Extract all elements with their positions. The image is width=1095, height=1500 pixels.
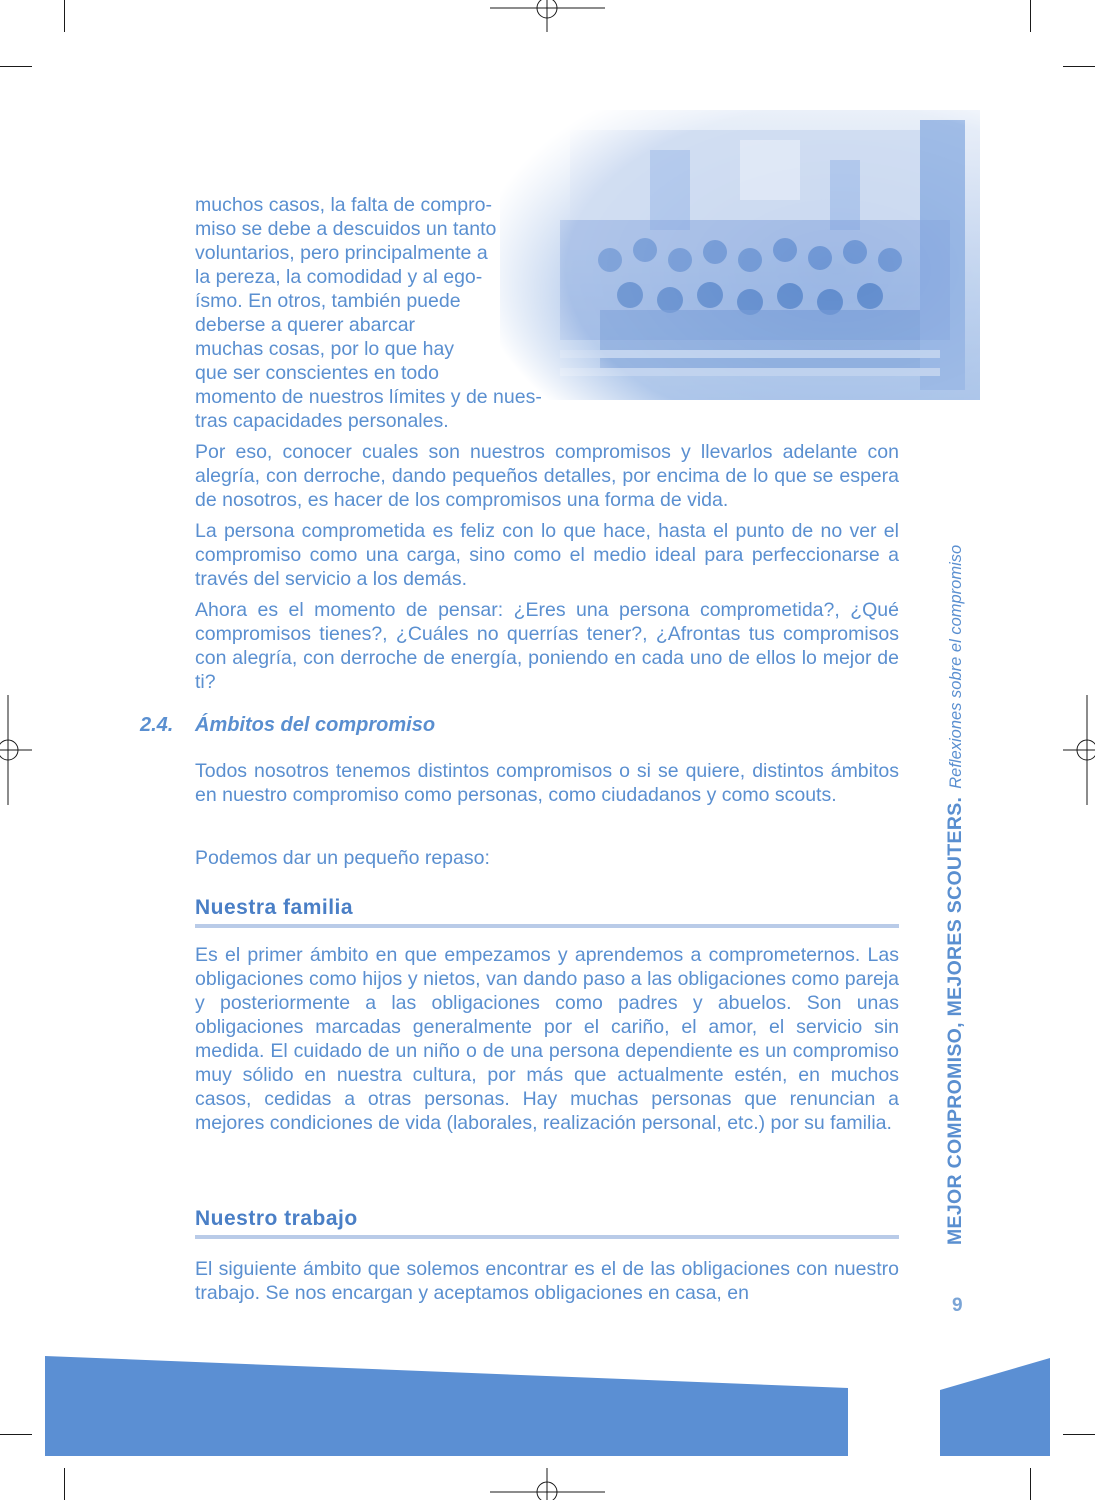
intro-line: muchas cosas, por lo que hay bbox=[195, 338, 455, 360]
intro-line: que ser conscientes en todo bbox=[195, 362, 439, 384]
section-paragraph bbox=[195, 846, 899, 870]
page-number: 9 bbox=[952, 1295, 963, 1316]
footer-band bbox=[0, 1350, 1095, 1460]
side-title-italic: Reflexiones sobre el compromiso bbox=[947, 544, 965, 789]
registration-mark-left bbox=[0, 695, 34, 805]
body-paragraph bbox=[195, 440, 899, 512]
intro-line: deberse a querer abarcar bbox=[195, 314, 416, 336]
crop-mark bbox=[0, 66, 32, 67]
intro-line: tras capacidades personales. bbox=[195, 410, 449, 432]
familia-paragraph bbox=[195, 943, 899, 1135]
intro-line: ísmo. En otros, también puede bbox=[195, 290, 461, 312]
subheading-familia: Nuestra familia bbox=[195, 896, 899, 928]
registration-mark-right bbox=[1061, 695, 1095, 805]
paragraph-text: Podemos dar un pequeño repaso: bbox=[195, 847, 490, 869]
intro-line: momento de nuestros límites y de nues- bbox=[195, 386, 542, 408]
paragraph-text: Es el primer ámbito en que empezamos y aprendemos a comprometernos. Las obligaciones como hijos y nietos, van dando paso a las obligaciones como pareja y posteriormente a las obligaciones como padres y abuelos. Son unas obligaciones marcadas generalmente por el cariño, el amor, el servicio sin medida. El cuidado de un niño o de una persona dependiente es un compromiso muy sólido en nuestra cultura, por más que actualmente estén, en muchos casos, cedidas a otras personas. Hay muchas personas que renuncian a mejores condiciones de vida (laborales, realización personal, etc.) por su familia. bbox=[195, 944, 899, 1134]
crop-mark bbox=[1030, 0, 1031, 32]
paragraph-text: Todos nosotros tenemos distintos compromisos o si se quiere, distintos ámbitos en nuestro compromiso como personas, como ciudadanos y como scouts. bbox=[195, 760, 899, 806]
group-photo bbox=[500, 110, 980, 400]
body-paragraph bbox=[195, 519, 899, 591]
registration-mark-bottom bbox=[490, 1466, 605, 1500]
intro-line: muchos casos, la falta de compro- bbox=[195, 194, 492, 216]
paragraph-text: Ahora es el momento de pensar: ¿Eres una persona comprometida?, ¿Qué compromisos tienes?, ¿Cuáles no querrías tener?, ¿Afrontas tus compromisos con alegría, con derroche de energía, poniendo en cada uno de ellos lo mejor de ti? bbox=[195, 599, 899, 693]
paragraph-text: El siguiente ámbito que solemos encontrar es el de las obligaciones con nuestro trabajo. Se nos encargan y aceptamos obligaciones en casa, en bbox=[195, 1258, 899, 1304]
intro-line: la pereza, la comodidad y al ego- bbox=[195, 266, 483, 288]
crop-mark bbox=[64, 1468, 65, 1500]
section-paragraph bbox=[195, 759, 899, 807]
intro-line: miso se debe a descuidos un tanto bbox=[195, 218, 497, 240]
section-title: Ámbitos del compromiso bbox=[195, 714, 436, 736]
crop-mark bbox=[64, 0, 65, 32]
crop-mark bbox=[1063, 66, 1095, 67]
intro-line: voluntarios, pero principalmente a bbox=[195, 242, 488, 264]
paragraph-text: Por eso, conocer cuales son nuestros compromisos y llevarlos adelante con alegría, con derroche, dando pequeños detalles, por encima de lo que se espera de nosotros, es hacer de los compromisos una forma de vida. bbox=[195, 441, 899, 511]
trabajo-paragraph bbox=[195, 1257, 899, 1305]
section-number: 2.4. bbox=[140, 714, 174, 736]
section-heading bbox=[140, 714, 435, 737]
body-paragraph bbox=[195, 598, 899, 694]
crop-mark bbox=[1030, 1468, 1031, 1500]
paragraph-text: La persona comprometida es feliz con lo que hace, hasta el punto de no ver el compromiso como una carga, sino como el medio ideal para perfeccionarse a través del servicio a los demás. bbox=[195, 520, 899, 590]
side-running-title bbox=[944, 545, 967, 1245]
subheading-trabajo: Nuestro trabajo bbox=[195, 1207, 899, 1239]
side-title-bold: MEJOR COMPROMISO, MEJORES SCOUTERS. bbox=[944, 796, 966, 1245]
registration-mark-top bbox=[490, 0, 605, 34]
